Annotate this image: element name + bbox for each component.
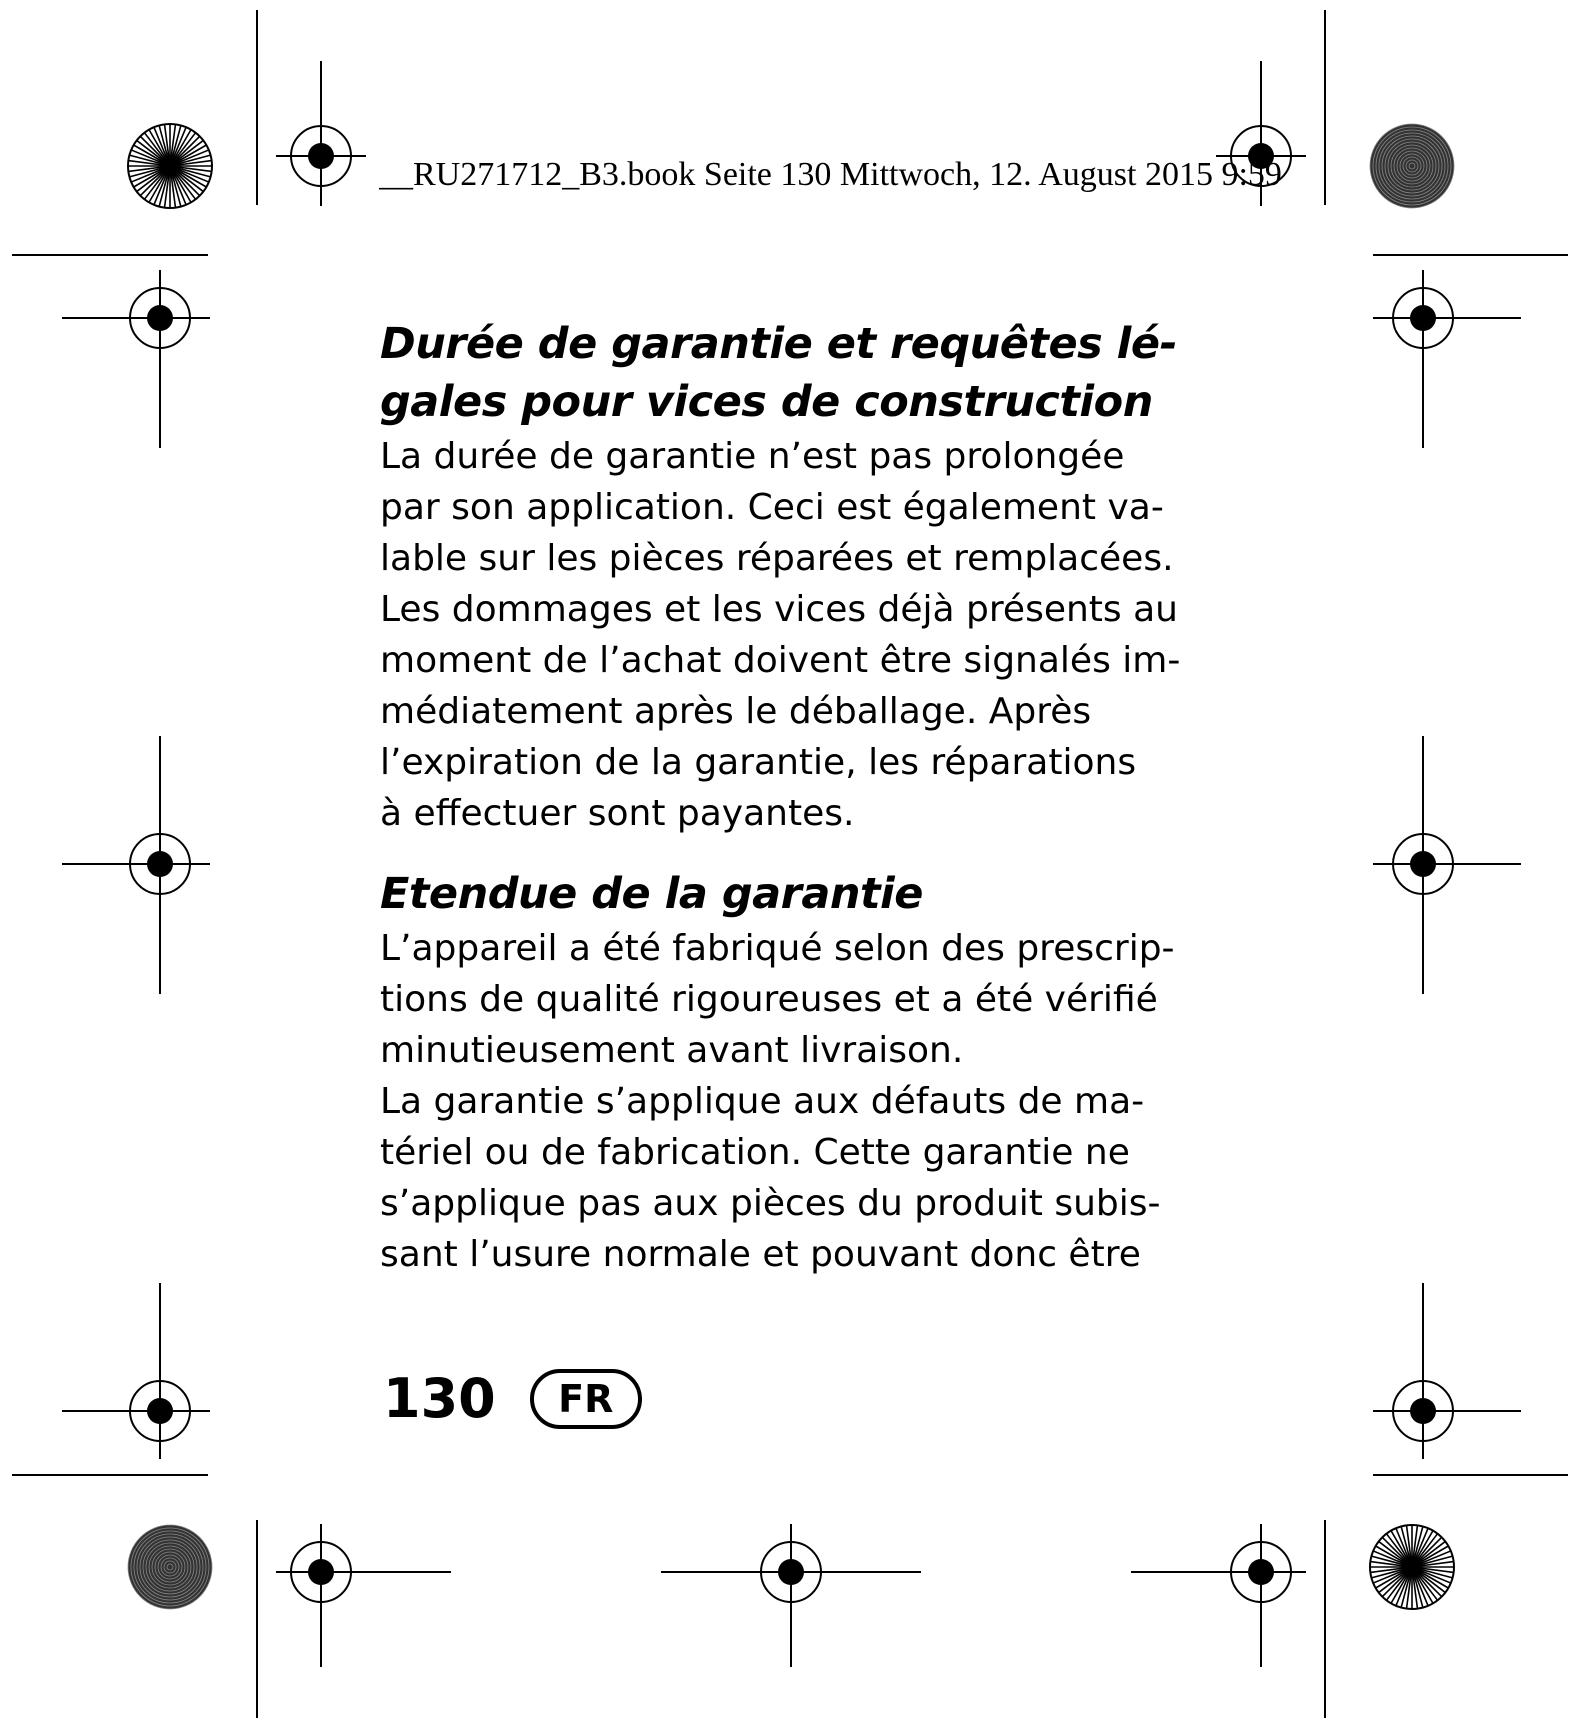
book-header-line: __RU271712_B3.book Seite 130 Mittwoch, 12. August 2015 9:59 — [379, 156, 1282, 193]
page-footer — [383, 1364, 642, 1434]
section-heading-warranty-scope: Etendue de la garantie — [380, 869, 923, 919]
registration-mark-bottom-center — [661, 1524, 921, 1667]
registration-mark-top-left — [276, 61, 366, 206]
text-line: moment de l’achat doivent être signalés im- — [380, 640, 1181, 681]
paragraph-warranty-duration — [380, 431, 1200, 839]
registration-mark-left-upper — [62, 270, 210, 448]
text-line: par son application. Ceci est également va- — [380, 487, 1164, 528]
text-line: tériel ou de fabrication. Cette garantie ne — [380, 1132, 1130, 1173]
registration-mark-right-lower — [1373, 1283, 1521, 1459]
text-line: à effectuer sont payantes. — [380, 793, 855, 834]
language-badge: FR — [530, 1369, 642, 1429]
page-number: 130 — [383, 1367, 496, 1430]
registration-mark-left-lower — [62, 1283, 210, 1459]
paragraph-warranty-scope — [380, 923, 1200, 1280]
text-line: La durée de garantie n’est pas prolongée — [380, 436, 1125, 477]
text-line: médiatement après le déballage. Après — [380, 691, 1092, 732]
registration-mark-left-middle — [62, 736, 210, 994]
text-line: minutieusement avant livraison. — [380, 1030, 964, 1071]
text-line: L’appareil a été fabriqué selon des prescrip- — [380, 928, 1175, 969]
page-content — [380, 315, 1200, 1280]
text-line: s’applique pas aux pièces du produit subis- — [380, 1183, 1161, 1224]
concentric-mark-bottom-left — [128, 1525, 212, 1609]
starburst-mark-bottom-right — [1370, 1525, 1454, 1609]
heading-line: gales pour vices de construction — [380, 377, 1153, 427]
text-line: sant l’usure normale et pouvant donc être — [380, 1234, 1141, 1275]
starburst-mark-top-left — [128, 124, 212, 208]
registration-mark-bottom-left — [276, 1524, 451, 1667]
registration-mark-right-middle — [1373, 736, 1521, 994]
text-line: Les dommages et les vices déjà présents au — [380, 589, 1178, 630]
section-heading-warranty-duration — [380, 315, 1200, 431]
registration-mark-bottom-right — [1131, 1524, 1306, 1667]
text-line: lable sur les pièces réparées et remplacées. — [380, 538, 1174, 579]
text-line: tions de qualité rigoureuses et a été vérifié — [380, 979, 1158, 1020]
text-line: La garantie s’applique aux défauts de ma- — [380, 1081, 1145, 1122]
heading-line: Durée de garantie et requêtes lé- — [380, 319, 1177, 369]
registration-mark-right-upper — [1373, 270, 1521, 448]
text-line: l’expiration de la garantie, les réparations — [380, 742, 1137, 783]
